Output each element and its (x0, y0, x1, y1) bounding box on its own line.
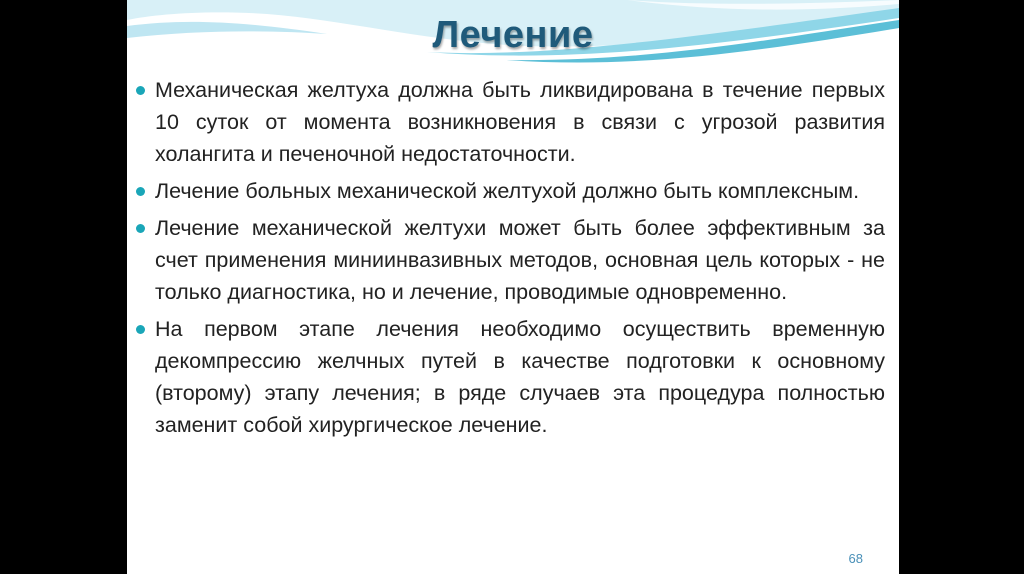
bullet-text: На первом этапе лечения необходимо осуществить временную декомпрессию желчных путей в качестве подготовки к основному (второму) этапу лечения; в ряде случаев эта процедура полностью заменит собой хирургическое лечение. (155, 317, 885, 437)
bullet-text: Лечение механической желтухи может быть более эффективным за счет применения миниинвазивных методов, основная цель которых - не только диагностика, но и лечение, проводимые одновременно. (155, 216, 885, 304)
bullet-dot-icon (136, 86, 145, 95)
bullet-dot-icon (136, 224, 145, 233)
slide (127, 0, 899, 574)
page-number: 68 (848, 551, 863, 566)
bullet-list (133, 74, 885, 446)
list-item (133, 74, 885, 170)
list-item (133, 313, 885, 441)
bullet-text: Лечение больных механической желтухой должно быть комплексным. (155, 179, 860, 203)
list-item (133, 175, 885, 207)
bullet-dot-icon (136, 325, 145, 334)
bullet-text: Механическая желтуха должна быть ликвидирована в течение первых 10 суток от момента возникновения в связи с угрозой развития холангита и печеночной недостаточности. (155, 78, 885, 166)
slide-title: Лечение (432, 14, 594, 56)
list-item (133, 212, 885, 308)
bullet-dot-icon (136, 187, 145, 196)
